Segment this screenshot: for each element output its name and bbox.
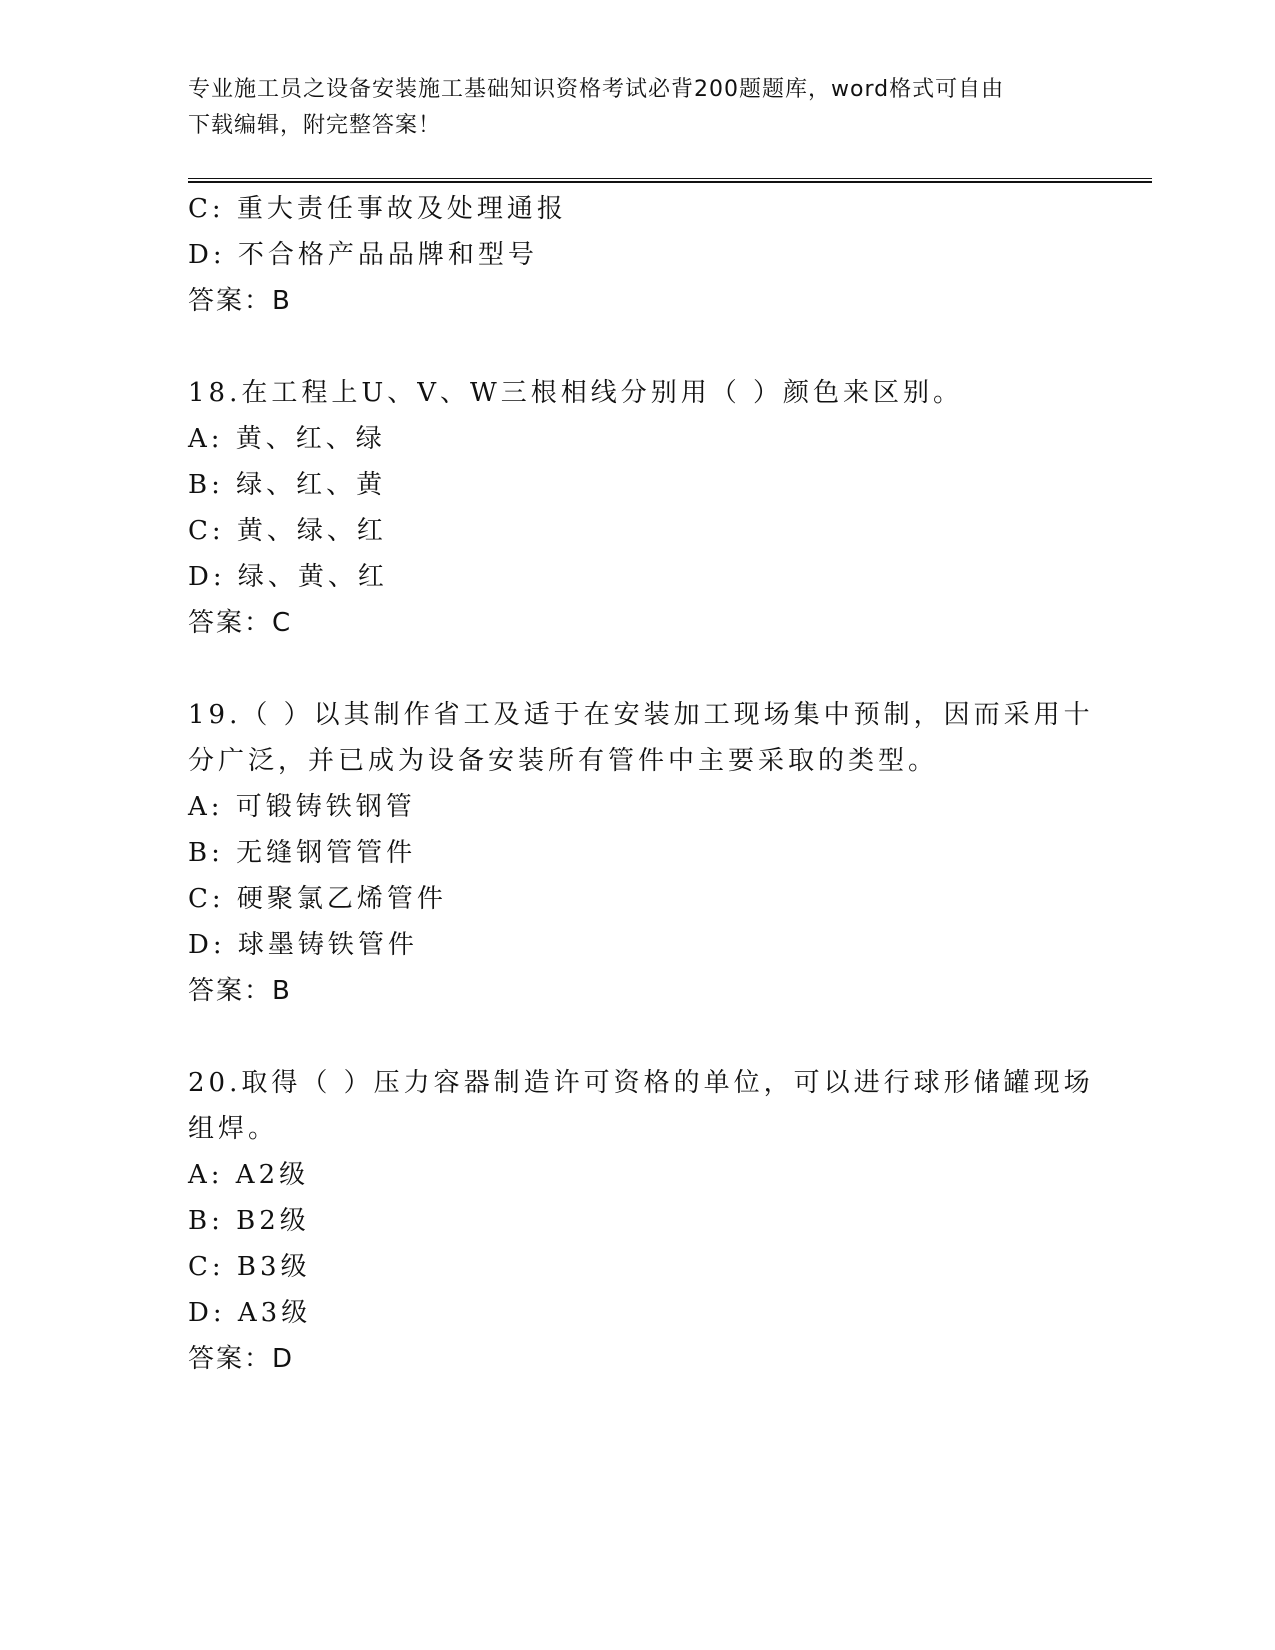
option-d: D: 绿、黄、红	[188, 562, 388, 592]
header-divider	[188, 178, 1152, 183]
answer: 答案：B	[188, 286, 292, 316]
option-c: C: 硬聚氯乙烯管件	[188, 884, 447, 914]
question-20	[188, 1060, 1094, 1382]
question-18	[188, 370, 1088, 646]
header-line-1: 专业施工员之设备安装施工基础知识资格考试必背200题题库，word格式可自由	[188, 77, 1005, 102]
question-list	[188, 186, 1094, 1382]
question-text-line-1: 20.取得（ ）压力容器制造许可资格的单位，可以进行球形储罐现场	[188, 1068, 1094, 1098]
spacer	[188, 1014, 1088, 1060]
question-text-line-1: 19.（ ）以其制作省工及适于在安装加工现场集中预制，因而采用十	[188, 700, 1094, 730]
header-line-2: 下载编辑，附完整答案！	[188, 113, 442, 138]
spacer	[188, 646, 1088, 692]
page-header	[188, 72, 1068, 144]
question-text-line-2: 分广泛，并已成为设备安装所有管件中主要采取的类型。	[188, 746, 939, 776]
question-text-line-2: 组焊。	[188, 1114, 279, 1144]
option-c: C: B3级	[188, 1252, 311, 1282]
spacer	[188, 324, 1088, 370]
answer: 答案：B	[188, 976, 292, 1006]
option-d: D: 不合格产品品牌和型号	[188, 240, 538, 270]
option-a: A: A2级	[188, 1160, 310, 1190]
option-b: B: B2级	[188, 1206, 310, 1236]
option-b: B: 无缝钢管管件	[188, 838, 417, 868]
question-text: 18.在工程上U、V、W三根相线分别用（ ）颜色来区别。	[188, 378, 964, 408]
option-d: D: A3级	[188, 1298, 312, 1328]
option-a: A: 黄、红、绿	[188, 424, 386, 454]
question-17	[188, 186, 1088, 324]
option-d: D: 球墨铸铁管件	[188, 930, 418, 960]
question-19	[188, 692, 1094, 1014]
answer: 答案：D	[188, 1344, 295, 1374]
option-c: C: 黄、绿、红	[188, 516, 387, 546]
option-a: A: 可锻铸铁钢管	[188, 792, 416, 822]
answer: 答案：C	[188, 608, 293, 638]
option-c: C: 重大责任事故及处理通报	[188, 194, 567, 224]
option-b: B: 绿、红、黄	[188, 470, 387, 500]
